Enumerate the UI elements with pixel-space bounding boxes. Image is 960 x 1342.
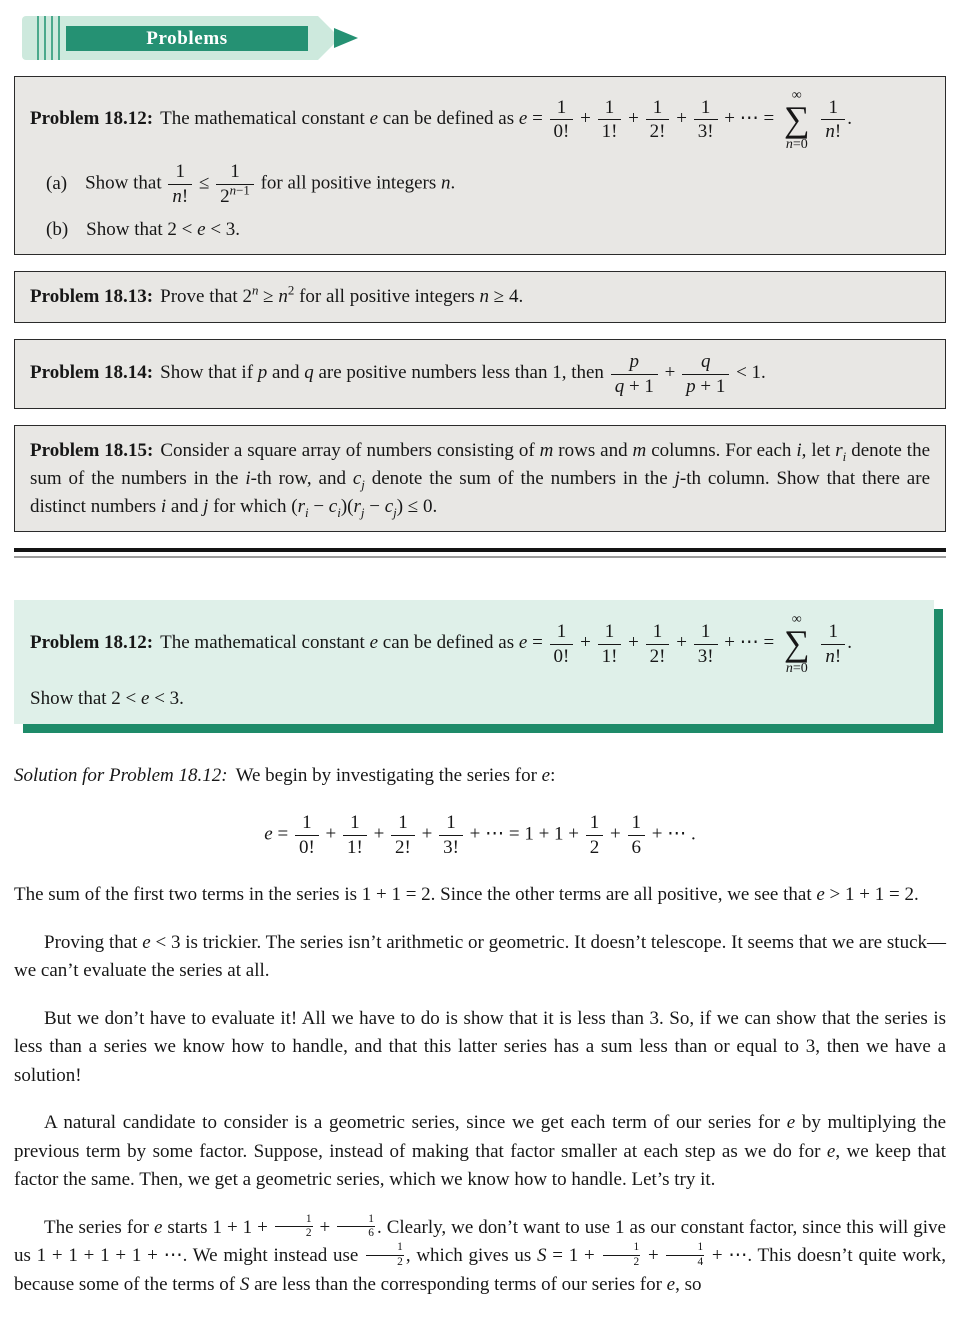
solution-paragraph: Proving that e < 3 is trickier. The series isn’t arithmetic or geometric. It doesn’t telescope. It seems that we are stuck—we can’t evaluate the series at all. — [14, 931, 946, 982]
problem-statement — [30, 437, 930, 520]
part-text: Show that $\frac{1}{n!}$ ≤ $\frac{1}{2^{n-1}}$ for all positive integers n. — [85, 160, 456, 207]
problem-title: Problem 18.15: — [30, 440, 154, 462]
problem-statement — [30, 88, 930, 152]
problem-part-b — [30, 217, 930, 244]
problem-statement-text: Consider a square array of numbers consisting of m rows and m columns. For each i, let $r_i$ denote the sum of the numbers in the i-th row, and $c_j$ denote the sum of the numbers in the j-th column. Show that there are distinct numbers i and j for which $(r_i - c_i)(r_j - c_j) \le 0$. — [30, 440, 930, 520]
display-equation: e = $\frac{1}{0!}$ + $\frac{1}{1!}$ + $\frac{1}{2!}$ + $\frac{1}{3!}$ + ⋯ = 1 + 1 + $\frac{1}{2}$ + $\frac{1}{6}$ + ⋯ . — [264, 812, 696, 859]
section-divider — [14, 548, 946, 558]
problem-title: Problem 18.12: — [30, 108, 154, 130]
problem-part-a — [30, 161, 930, 208]
highlighted-problem-box — [14, 600, 934, 724]
problems-banner — [22, 14, 362, 62]
solution-paragraph: A natural candidate to consider is a geometric series, since we get each term of our series for e by multiplying the previous term by some factor. Suppose, instead of making that factor smaller at each step as we do for e, we keep that factor the same. Then, we get a geometric series, which we know how to handle. Let’s try it. — [14, 1112, 947, 1191]
highlight-statement — [30, 612, 918, 676]
highlight-title: Problem 18.12: — [30, 632, 154, 654]
solution-paragraph: The series for e starts 1 + 1 + $\frac{1}{2}$ + $\frac{1}{6}$ . Clearly, we don’t want to use 1 as our constant factor, since this will give us 1 + 1 + 1 + 1 + ⋯. We might instead use $\frac{1}{2}$ , which gives us S = 1 + $\frac{1}{2}$ + $\frac{1}{4}$ + ⋯. This doesn’t quite work, because some of the terms of S are less than the corresponding terms of our series for e, so — [14, 1212, 946, 1295]
highlight-statement-text: The mathematical constant e can be defined as e = $\frac{1}{0!}$ + $\frac{1}{1!}$ + $\frac{1}{2!}$ + $\frac{1}{3!}$ + ⋯ = ∞ ∑ n=0 $\frac{1}{n!}$ . — [160, 612, 852, 676]
part-label: (a) — [46, 172, 68, 194]
problem-statement-text: Show that if p and q are positive numbers less than 1, then $\frac{p}{q + 1}$ + $\frac{q}{p + 1}$ < 1. — [160, 350, 766, 397]
solution-section — [14, 762, 946, 1299]
highlight-followup: Show that 2 < e < 3. — [30, 687, 184, 709]
solution-lead-text: We begin by investigating the series for e: — [235, 764, 556, 786]
pencil-eraser-stripes — [32, 16, 64, 60]
problem-box-18-14 — [14, 339, 946, 410]
problems-banner-label: Problems — [66, 26, 308, 51]
part-label: (b) — [46, 218, 69, 240]
problem-box-18-13 — [14, 271, 946, 323]
problem-statement-text: The mathematical constant e can be defined as e = $\frac{1}{0!}$ + $\frac{1}{1!}$ + $\frac{1}{2!}$ + $\frac{1}{3!}$ + ⋯ = ∞ ∑ n=0 $\frac{1}{n!}$ . — [160, 88, 852, 152]
problem-box-18-15 — [14, 425, 946, 532]
pencil-tip-icon — [334, 28, 358, 48]
problem-title: Problem 18.14: — [30, 362, 154, 384]
part-text: Show that 2 < e < 3. — [86, 218, 241, 240]
problem-statement — [30, 283, 930, 311]
problem-statement-text: Prove that $2^n \ge n^2$ for all positive integers n ≥ 4. — [160, 282, 524, 308]
solution-lead — [14, 762, 946, 791]
problem-box-18-12 — [14, 76, 946, 255]
solution-paragraph: The sum of the first two terms in the series is 1 + 1 = 2. Since the other terms are all positive, we see that e > 1 + 1 = 2. — [14, 884, 919, 906]
problem-title: Problem 18.13: — [30, 286, 154, 308]
problem-statement — [30, 351, 930, 398]
solution-paragraph: But we don’t have to evaluate it! All we have to do is show that it is less than 3. So, if we can show that the series is less than a series we know how to handle, and that this latter series has a sum less than or equal to 3, then we have a solution! — [14, 1007, 946, 1086]
solution-lead-label: Solution for Problem 18.12: — [14, 764, 228, 786]
